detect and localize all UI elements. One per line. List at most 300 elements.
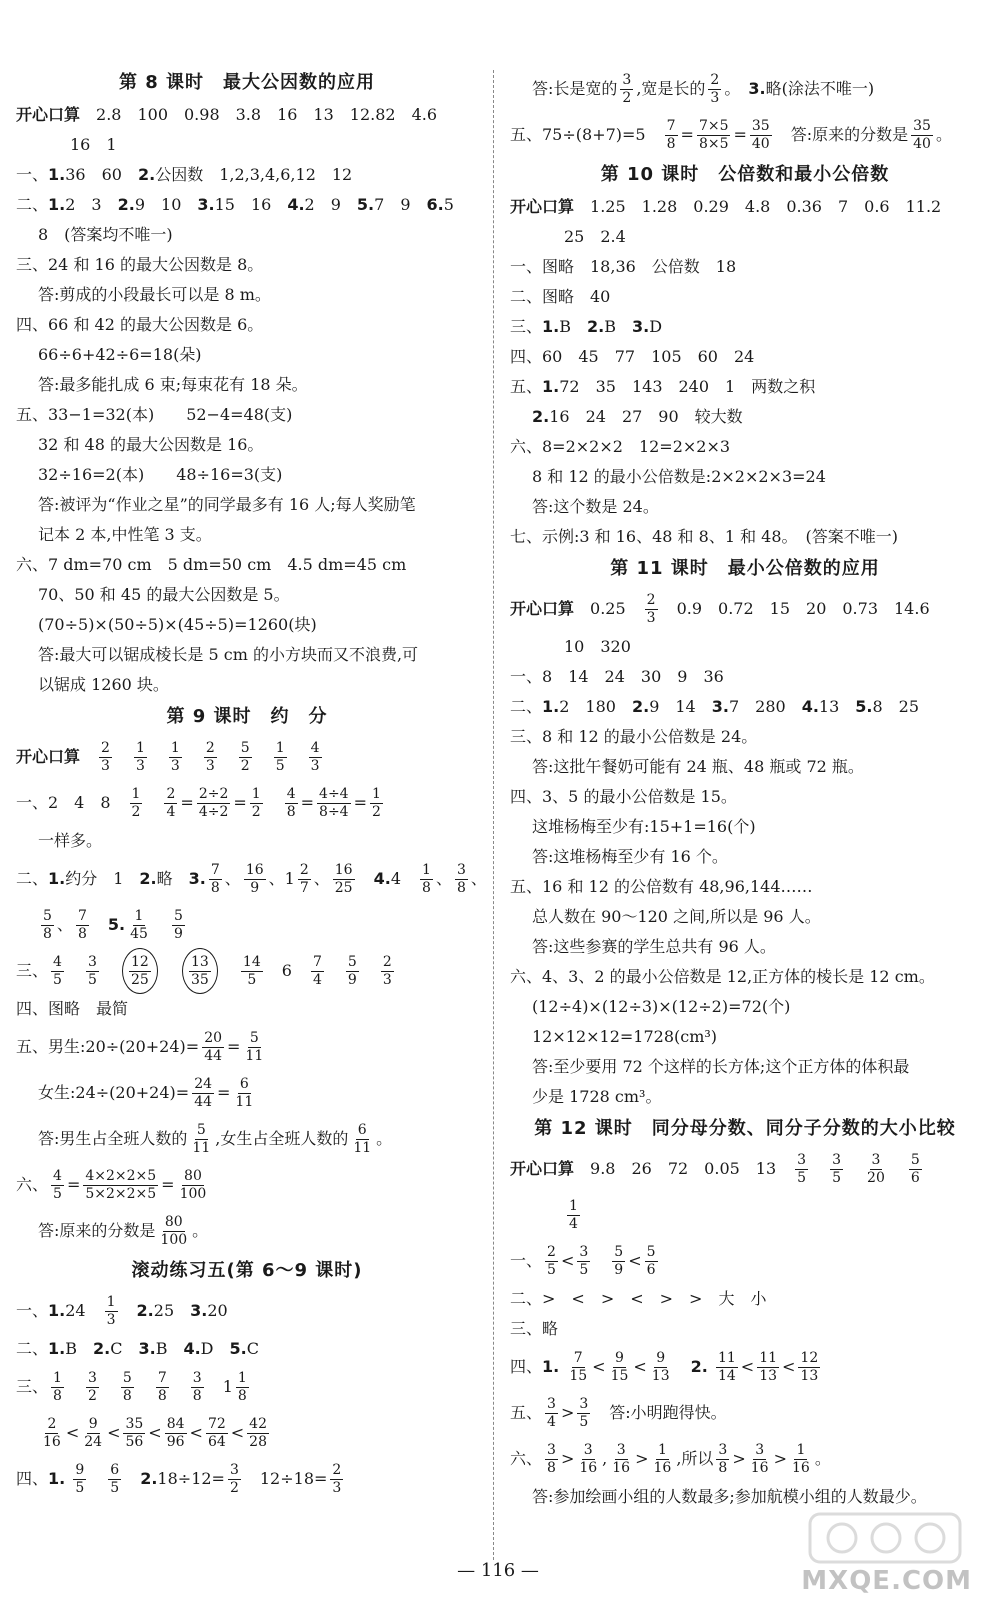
answer-text: 女生:24÷(20+24)=	[38, 1083, 190, 1102]
fraction-denominator: 5	[832, 1169, 842, 1186]
fraction-denominator: 9	[347, 971, 357, 988]
answer-text: <	[560, 1251, 575, 1270]
fraction-numerator: 1	[131, 785, 141, 802]
fraction-numerator: 9	[75, 1461, 85, 1478]
fraction-denominator: 8×5	[698, 135, 729, 152]
fraction	[911, 118, 933, 153]
fraction	[645, 1244, 658, 1279]
item-label: 2.	[139, 869, 157, 888]
answer-text: 二、> < > < > > 大 小	[510, 1289, 767, 1308]
answer-line	[16, 190, 478, 220]
fraction-denominator: 44	[204, 1047, 223, 1064]
answer-text: 五、	[510, 377, 543, 396]
fraction-denominator: 3	[382, 971, 392, 988]
fraction	[351, 1122, 373, 1157]
item-label: 2.	[690, 1357, 708, 1376]
answer-text: 答:至少要用 72 个这样的长方体;这个正方体的体积最	[532, 1057, 910, 1076]
fraction	[86, 1370, 99, 1405]
answer-text: 六、4、3、2 的最小公倍数是 12,正方体的棱长是 12 cm。	[510, 967, 935, 986]
answer-line	[16, 310, 478, 340]
answer-text: 9 10	[134, 195, 198, 214]
answer-text: >	[560, 1449, 575, 1468]
fraction-denominator: 24	[84, 1433, 103, 1450]
answer-text	[172, 1372, 188, 1402]
answer-text: 2 3	[65, 195, 118, 214]
item-label: 3.	[631, 317, 650, 336]
fraction	[202, 1030, 224, 1065]
item-label: 3.	[188, 869, 206, 888]
item-label: 4.	[801, 697, 819, 716]
fraction	[189, 954, 211, 989]
fraction-numerator: 42	[249, 1415, 267, 1432]
fraction-denominator: 5×2×2×5	[85, 1185, 157, 1202]
fraction	[206, 1416, 228, 1451]
fraction-numerator: 5	[173, 907, 183, 924]
fraction	[128, 908, 150, 943]
fraction-denominator: 4	[312, 971, 322, 988]
fraction	[86, 954, 99, 989]
answer-text: 、1	[268, 869, 295, 888]
fraction	[274, 740, 287, 775]
fraction-numerator: 2	[47, 1415, 57, 1432]
answer-text: 五、16 和 12 的公倍数有 48,96,144……	[510, 877, 813, 896]
item-label: 开心口算	[510, 599, 575, 618]
fraction-denominator: 3	[310, 757, 320, 774]
fraction-denominator: 11	[245, 1047, 264, 1064]
answer-line	[510, 342, 980, 372]
fraction-numerator: 1	[657, 1441, 667, 1458]
answer-line	[510, 1344, 980, 1390]
answer-text: 6	[265, 961, 308, 980]
fraction	[134, 740, 147, 775]
fraction-denominator: 2	[251, 803, 261, 820]
fraction-denominator: 4÷2	[198, 803, 229, 820]
answer-line	[510, 872, 980, 902]
fraction	[652, 1442, 674, 1477]
left-column	[16, 66, 487, 1502]
fraction-numerator: 5	[196, 1121, 206, 1138]
item-label: 1.	[542, 697, 560, 716]
fraction-numerator: 7	[573, 1349, 583, 1366]
answer-text: 8 25	[872, 697, 920, 716]
item-label: 3.	[138, 1339, 156, 1358]
answer-text	[593, 1246, 609, 1276]
fraction	[708, 72, 721, 107]
fraction	[76, 908, 89, 943]
fraction-numerator: 9	[88, 1415, 98, 1432]
answer-text: <	[592, 1357, 606, 1376]
fraction-numerator: 9	[615, 1349, 624, 1366]
answer-text: 三、略	[510, 1319, 559, 1338]
fraction-denominator: 16	[43, 1433, 61, 1450]
item-label: 开心口算	[510, 1159, 575, 1178]
fraction-numerator: 3	[797, 1151, 807, 1168]
answer-line	[510, 522, 980, 552]
fraction-denominator: 3	[101, 757, 110, 774]
fraction	[333, 862, 355, 897]
fraction-numerator: 5	[646, 1243, 656, 1260]
fraction	[172, 908, 185, 943]
answer-text	[80, 742, 96, 772]
answer-line	[510, 662, 980, 692]
fraction-numerator: 84	[166, 1415, 185, 1432]
fraction-numerator: 2	[547, 1243, 556, 1260]
fraction	[790, 1442, 812, 1477]
answer-text: =	[300, 793, 315, 812]
answer-text: 以锯成 1260 块。	[38, 675, 169, 694]
answer-text: 四、3、5 的最小公倍数是 15。	[510, 787, 737, 806]
answer-line	[16, 1364, 478, 1410]
answer-line	[16, 250, 478, 280]
answer-text: 答:参加绘画小组的人数最多;参加航模小组的人数最少。	[532, 1487, 927, 1506]
answer-line	[16, 430, 478, 460]
answer-text: 70、50 和 45 的最大公因数是 5。	[38, 585, 290, 604]
fraction-denominator: 14	[717, 1367, 736, 1384]
fraction	[105, 1294, 118, 1329]
answer-text: B	[155, 1339, 184, 1358]
answer-text: 8 (答案均不唯一)	[38, 225, 173, 244]
fraction	[716, 1442, 729, 1477]
fraction-denominator: 2	[371, 803, 381, 820]
fraction-denominator: 3	[106, 1311, 116, 1328]
answer-text: B	[604, 317, 632, 336]
fraction-denominator: 5	[275, 757, 285, 774]
fraction	[567, 1198, 580, 1233]
fraction	[665, 118, 678, 153]
answer-line	[16, 994, 478, 1024]
item-label: 1.	[48, 195, 66, 214]
fraction-numerator: 13	[190, 953, 209, 970]
fraction-numerator: 5	[614, 1243, 624, 1260]
fraction-numerator: 2	[205, 739, 215, 756]
answer-text	[102, 1372, 118, 1402]
answer-text: 四、	[16, 1469, 49, 1488]
answer-text: =	[680, 125, 694, 144]
fraction-denominator: 25	[334, 879, 353, 896]
answer-text: 32 和 48 的最大公因数是 16。	[38, 435, 264, 454]
answer-text: 36 60	[65, 165, 138, 184]
fraction-numerator: 3	[456, 861, 466, 878]
watermark-text: MXQE.COM	[801, 1566, 972, 1596]
answer-text: 2 9	[304, 195, 357, 214]
answer-text: =	[227, 1037, 241, 1056]
fraction	[545, 1396, 558, 1431]
fraction	[209, 862, 222, 897]
answer-text: 答:原来的分数是	[38, 1221, 156, 1240]
answer-line	[16, 340, 478, 370]
fraction	[51, 1168, 64, 1203]
fraction-numerator: 2	[382, 953, 392, 970]
fraction-denominator: 7	[299, 879, 309, 896]
answer-text: <	[628, 1251, 642, 1270]
fraction-denominator: 5	[75, 1479, 85, 1496]
fraction-numerator: 6	[239, 1075, 249, 1092]
fraction-denominator: 56	[125, 1433, 144, 1450]
fraction-denominator: 16	[579, 1459, 598, 1476]
answer-text: 答:被评为“作业之星”的同学最多有 16 人;每人奖励笔	[38, 495, 416, 514]
answer-text: 、	[470, 869, 487, 888]
item-label: 1.	[48, 869, 66, 888]
fraction-numerator: 3	[229, 1461, 239, 1478]
fraction-numerator: 3	[547, 1441, 556, 1458]
answer-text: 一、	[510, 1251, 543, 1270]
answer-line	[510, 312, 980, 342]
fraction-numerator: 5	[249, 1029, 259, 1046]
fraction	[545, 1244, 558, 1279]
item-label: 2.	[532, 407, 550, 426]
fraction	[99, 740, 112, 775]
item-label: 2.	[631, 697, 650, 716]
item-label: 3.	[197, 195, 215, 214]
fraction-denominator: 11	[353, 1139, 372, 1156]
answer-text	[358, 864, 374, 894]
answer-line	[16, 1334, 478, 1364]
answer-text: 这堆杨梅至少有:15+1=16(个)	[532, 817, 756, 836]
fraction-numerator: 4	[53, 953, 62, 970]
fraction-denominator: 5	[247, 971, 257, 988]
answer-line	[510, 632, 980, 662]
fraction	[51, 954, 64, 989]
answer-text: ,宽是长的	[636, 79, 706, 98]
answer-text	[290, 742, 306, 772]
answer-line	[16, 780, 478, 826]
answer-text: 总人数在 90～120 之间,所以是 96 人。	[532, 907, 821, 926]
fraction-numerator: 7	[77, 907, 87, 924]
answer-text: 、	[313, 869, 330, 888]
section-heading: 第 12 课时 同分母分数、同分子分数的大小比较	[534, 1118, 956, 1139]
fraction	[650, 1350, 672, 1385]
answer-text: =	[180, 793, 194, 812]
fraction-denominator: 8	[122, 1387, 132, 1404]
answer-text: <	[740, 1357, 755, 1376]
fraction-denominator: 96	[166, 1433, 185, 1450]
answer-text: 一、	[16, 165, 49, 184]
answer-text: 32÷16=2(本) 48÷16=3(支)	[38, 465, 283, 484]
item-label: 1.	[48, 1469, 66, 1488]
fraction-denominator: 3	[170, 757, 180, 774]
answer-line	[16, 490, 478, 520]
answer-text: >	[732, 1449, 746, 1468]
answer-text: 18÷12=	[157, 1469, 225, 1488]
fraction-denominator: 13	[800, 1367, 819, 1384]
fraction-numerator: 5	[347, 953, 357, 970]
fraction-denominator: 44	[194, 1093, 213, 1110]
answer-text: 约分 1	[65, 869, 140, 888]
answer-line	[16, 580, 478, 610]
answer-text: 。	[724, 79, 749, 98]
answer-text	[559, 1352, 564, 1382]
fraction-denominator: 5	[110, 1479, 120, 1496]
item-label: 2.	[137, 165, 156, 184]
answer-text	[266, 788, 282, 818]
answer-text: =	[353, 793, 367, 812]
answer-text: ,	[602, 1449, 608, 1468]
answer-text: =	[217, 1083, 231, 1102]
answer-text: 略	[156, 869, 189, 888]
fraction-denominator: 8÷4	[319, 803, 349, 820]
fraction-numerator: 4	[53, 1167, 62, 1184]
answer-text: 一、图略 18,36 公倍数 18	[510, 257, 737, 276]
answer-text: 四、图略 最简	[16, 999, 129, 1018]
item-label: 开心口算	[16, 105, 81, 124]
fraction-numerator: 5	[122, 1369, 132, 1386]
answer-text: 一、	[16, 1301, 49, 1320]
fraction-numerator: 3	[832, 1151, 842, 1168]
answer-text: 三、24 和 16 的最大公因数是 8。	[16, 255, 264, 274]
fraction-numerator: 3	[579, 1395, 589, 1412]
section-heading: 第 8 课时 最大公因数的应用	[118, 72, 376, 93]
answer-text	[220, 742, 236, 772]
fraction	[757, 1350, 779, 1385]
fraction-denominator: 5	[53, 971, 62, 988]
fraction-denominator: 9	[614, 1261, 624, 1278]
answer-text: 一、2 4 8	[16, 793, 127, 812]
answer-text	[255, 742, 271, 772]
item-label: 2.	[93, 1339, 111, 1358]
fraction-denominator: 8	[422, 879, 431, 896]
item-label: 3.	[748, 79, 766, 98]
fraction-denominator: 3	[332, 1479, 342, 1496]
answer-text: (12÷4)×(12÷3)×(12÷2)=72(个)	[532, 997, 791, 1016]
answer-line	[16, 640, 478, 670]
fraction-denominator: 2	[240, 757, 250, 774]
answer-line	[510, 1146, 980, 1192]
fraction-numerator: 1	[422, 861, 431, 878]
answer-text: 答:原来的分数是	[774, 125, 909, 144]
answer-text: 、	[435, 869, 452, 888]
fraction-numerator: 7	[157, 1369, 167, 1386]
answer-text	[150, 742, 166, 772]
fraction	[909, 1152, 922, 1187]
fraction-numerator: 3	[192, 1369, 202, 1386]
fraction	[51, 1370, 64, 1405]
fraction-denominator: 2	[229, 1479, 239, 1496]
answer-text	[846, 1154, 862, 1184]
fraction-denominator: 2	[622, 89, 632, 106]
fraction	[798, 1350, 820, 1385]
answer-line	[16, 100, 478, 130]
answer-line	[16, 1288, 478, 1334]
answer-line	[16, 370, 478, 400]
answer-line	[510, 372, 980, 402]
answer-text: =	[161, 1175, 175, 1194]
item-label: 开心口算	[510, 197, 575, 216]
answer-line	[16, 948, 478, 994]
answer-text: ,女生占全班人数的	[215, 1129, 349, 1148]
fraction-denominator: 8	[237, 1387, 247, 1404]
answer-text: 1.25 1.28 0.29 4.8 0.36 7 0.6 11.2	[574, 197, 942, 216]
right-column	[510, 66, 980, 1512]
fraction-denominator: 3	[205, 757, 215, 774]
fraction-numerator: 80	[184, 1167, 202, 1184]
answer-line	[16, 1208, 478, 1254]
answer-line	[510, 1082, 980, 1112]
answer-text: 三、	[16, 1377, 49, 1396]
fraction-denominator: 8	[666, 135, 676, 152]
fraction	[750, 118, 772, 153]
answer-text: 7 280	[728, 697, 802, 716]
fraction	[250, 786, 263, 821]
answer-line	[16, 1116, 478, 1162]
fraction	[545, 1442, 558, 1477]
answer-line	[16, 1162, 478, 1208]
fraction-denominator: 3	[135, 757, 145, 774]
item-label: 2.	[117, 195, 135, 214]
fraction-numerator: 72	[207, 1415, 226, 1432]
answer-line	[510, 962, 980, 992]
answer-text: <	[107, 1423, 121, 1442]
answer-line	[16, 1456, 478, 1502]
answer-text: 答:这个数是 24。	[532, 497, 659, 516]
item-label: 1.	[542, 377, 560, 396]
fraction	[228, 1462, 241, 1497]
answer-text: <	[633, 1357, 647, 1376]
answer-text: D	[649, 317, 663, 336]
fraction	[577, 1244, 590, 1279]
answer-text: B	[65, 1339, 93, 1358]
answer-text	[532, 1200, 564, 1230]
answer-text: 15 16	[214, 195, 288, 214]
answer-line	[16, 550, 478, 580]
fraction-numerator: 1	[170, 739, 180, 756]
fraction-denominator: 8	[456, 879, 466, 896]
fraction-numerator: 1	[275, 739, 285, 756]
fraction	[420, 862, 433, 897]
fraction	[577, 1396, 590, 1431]
item-label: 2.	[140, 1469, 158, 1488]
fraction	[204, 740, 217, 775]
fraction-denominator: 5	[53, 1185, 62, 1202]
answer-text: 三、	[16, 961, 49, 980]
fraction-denominator: 100	[160, 1231, 188, 1248]
answer-text: 7 9	[374, 195, 427, 214]
fraction-denominator: 13	[651, 1367, 670, 1384]
fraction	[130, 786, 143, 821]
fraction	[190, 1122, 212, 1157]
fraction-numerator: 3	[583, 1441, 593, 1458]
fraction-numerator: 16	[334, 861, 353, 878]
answer-text: 0.9 0.72 15 20 0.73 14.6	[660, 599, 930, 618]
fraction-numerator: 12	[130, 953, 149, 970]
item-label: 4.	[183, 1339, 201, 1358]
answer-text: 25 2.4	[532, 227, 626, 246]
fraction-numerator: 12	[800, 1349, 819, 1366]
fraction-denominator: 2	[87, 1387, 97, 1404]
fraction	[165, 1416, 187, 1451]
answer-text: 公因数 1,2,3,4,6,12 12	[155, 165, 353, 184]
answer-line	[510, 1436, 980, 1482]
answer-line	[16, 856, 487, 902]
fraction-denominator: 15	[610, 1367, 629, 1384]
answer-line	[510, 782, 980, 812]
fraction	[178, 1168, 209, 1203]
answer-text: 答:剪成的小段最长可以是 8 m。	[38, 285, 271, 304]
answer-text: >	[635, 1449, 649, 1468]
answer-text: <	[148, 1423, 162, 1442]
answer-text: 五、	[510, 1403, 543, 1422]
fraction-numerator: 80	[164, 1213, 183, 1230]
answer-text: 六、	[510, 1449, 543, 1468]
item-label: 1.	[48, 1339, 66, 1358]
answer-line	[16, 160, 478, 190]
answer-text: 2 180	[559, 697, 632, 716]
fraction-denominator: 16	[791, 1459, 810, 1476]
answer-line	[16, 460, 478, 490]
fraction-numerator: 1	[134, 907, 144, 924]
answer-line	[16, 902, 478, 948]
fraction-denominator: 16	[750, 1459, 769, 1476]
answer-text: <	[65, 1423, 80, 1442]
